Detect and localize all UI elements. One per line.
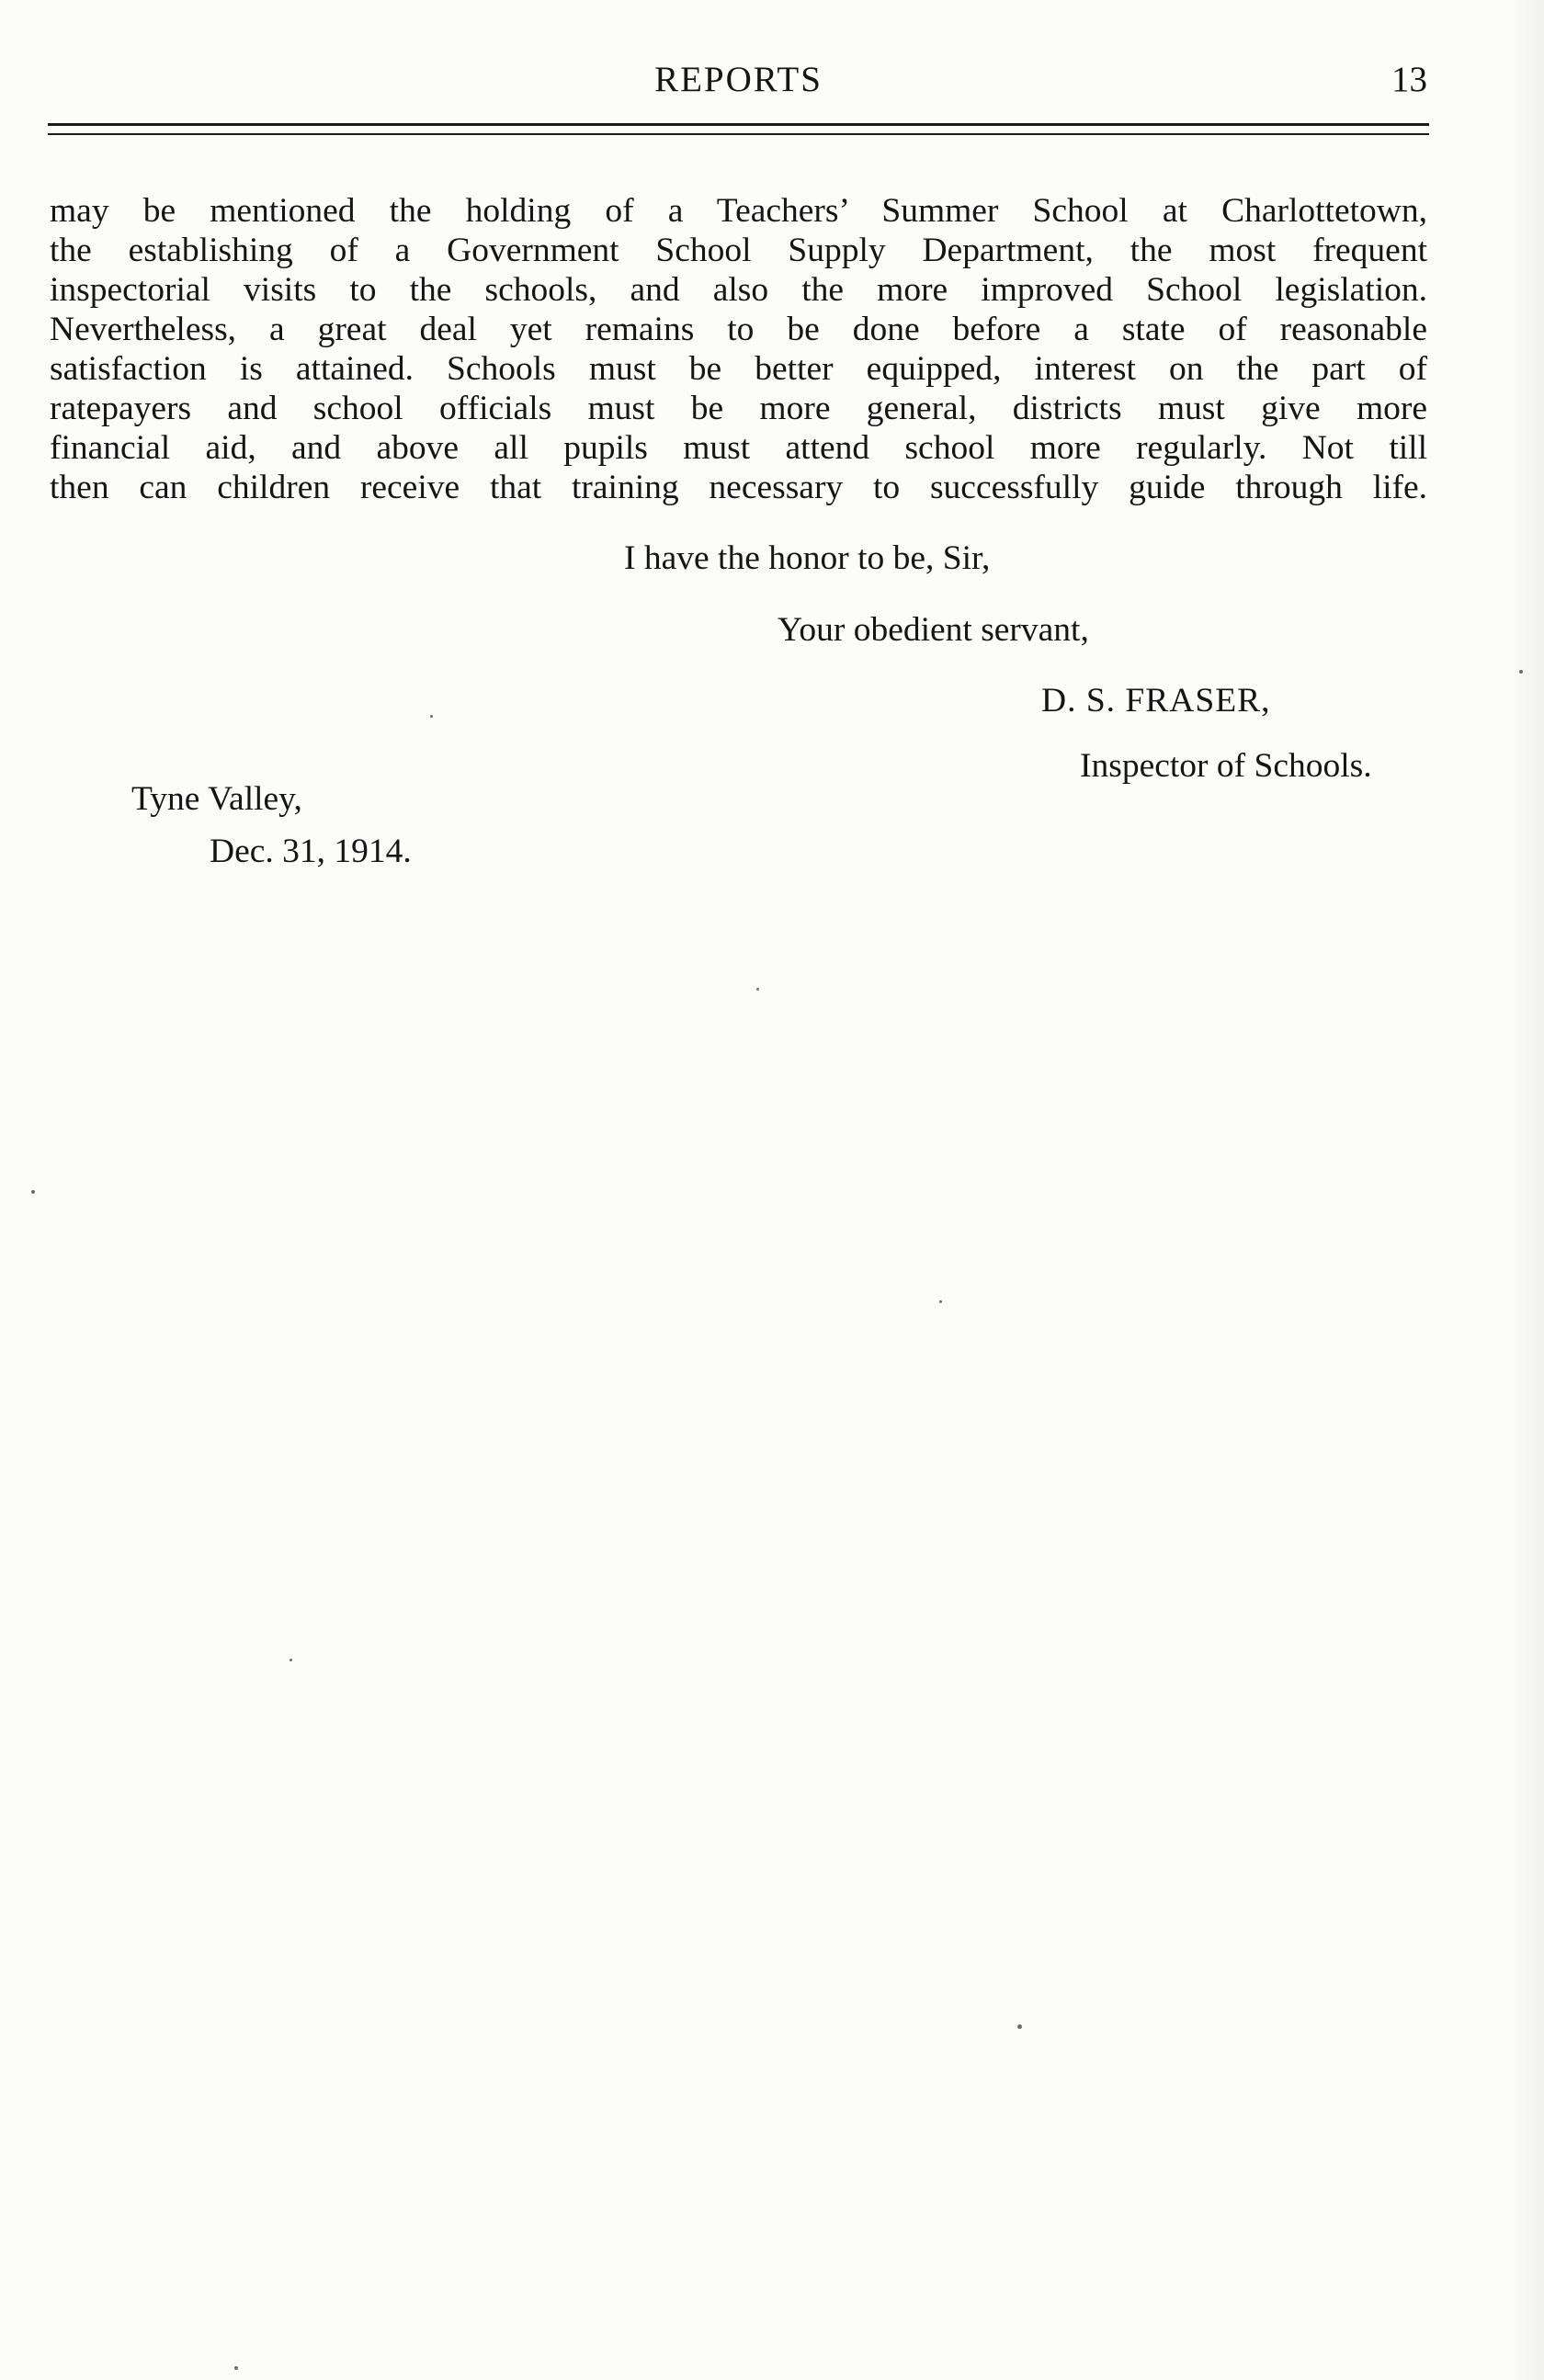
running-head-title: REPORTS (654, 60, 823, 99)
paragraph-line: Nevertheless, a great deal yet remains to be done before a state of reasonable (50, 311, 1427, 348)
paragraph-line: inspectorial visits to the schools, and also the more improved School legislation. (50, 271, 1427, 309)
paragraph-line: the establishing of a Government School Supply Department, the most frequent (50, 232, 1427, 269)
paper-speck (31, 1190, 35, 1194)
paper-speck (430, 715, 433, 718)
signatory-name: D. S. FRASER, (1041, 682, 1271, 720)
paragraph-line: ratepayers and school officials must be more general, districts must give more (50, 390, 1427, 427)
page-number: 13 (1391, 60, 1427, 99)
paper-speck (756, 988, 759, 991)
page-edge-shadow (1507, 0, 1544, 2380)
report-paragraph (50, 191, 1427, 507)
place-line: Tyne Valley, (131, 780, 302, 818)
paragraph-line: satisfaction is attained. Schools must be better equipped, interest on the part of (50, 350, 1427, 388)
header-rule-top (48, 123, 1429, 126)
header-rule-bottom (48, 133, 1429, 135)
closing-valediction: Your obedient servant, (778, 611, 1089, 649)
paragraph-line: then can children receive that training necessary to successfully guide through life. (50, 469, 1427, 506)
paper-speck (234, 2366, 238, 2370)
paragraph-line: financial aid, and above all pupils must attend school more regularly. Not till (50, 429, 1427, 467)
date-line: Dec. 31, 1914. (210, 833, 412, 870)
paper-speck (1017, 2024, 1022, 2029)
signatory-title: Inspector of Schools. (1080, 747, 1372, 785)
paper-speck (290, 1659, 292, 1661)
paper-speck (939, 1300, 942, 1303)
paragraph-line: may be mentioned the holding of a Teachers’ Summer School at Charlottetown, (50, 192, 1427, 230)
running-head (48, 53, 1429, 99)
closing-salutation: I have the honor to be, Sir, (624, 539, 991, 577)
